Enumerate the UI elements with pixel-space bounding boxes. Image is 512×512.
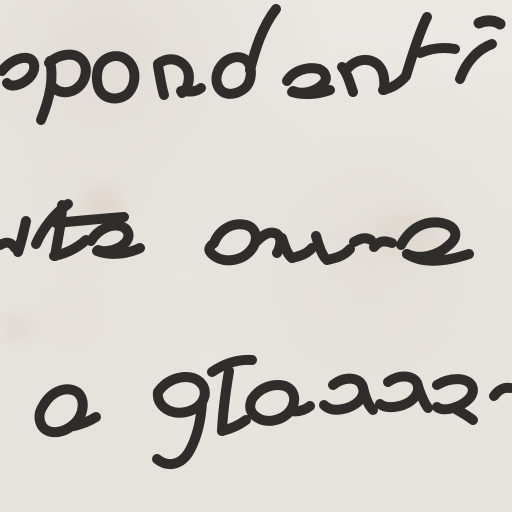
handwriting-line-3 — [0, 338, 512, 458]
handwriting-line-1-strokes — [0, 0, 512, 140]
handwriting-line-2-strokes — [0, 168, 512, 308]
handwriting-line-2 — [0, 168, 512, 288]
handwriting-line-1 — [0, 0, 512, 120]
handwriting-line-3-strokes — [0, 338, 512, 488]
paper-stain — [0, 318, 32, 338]
